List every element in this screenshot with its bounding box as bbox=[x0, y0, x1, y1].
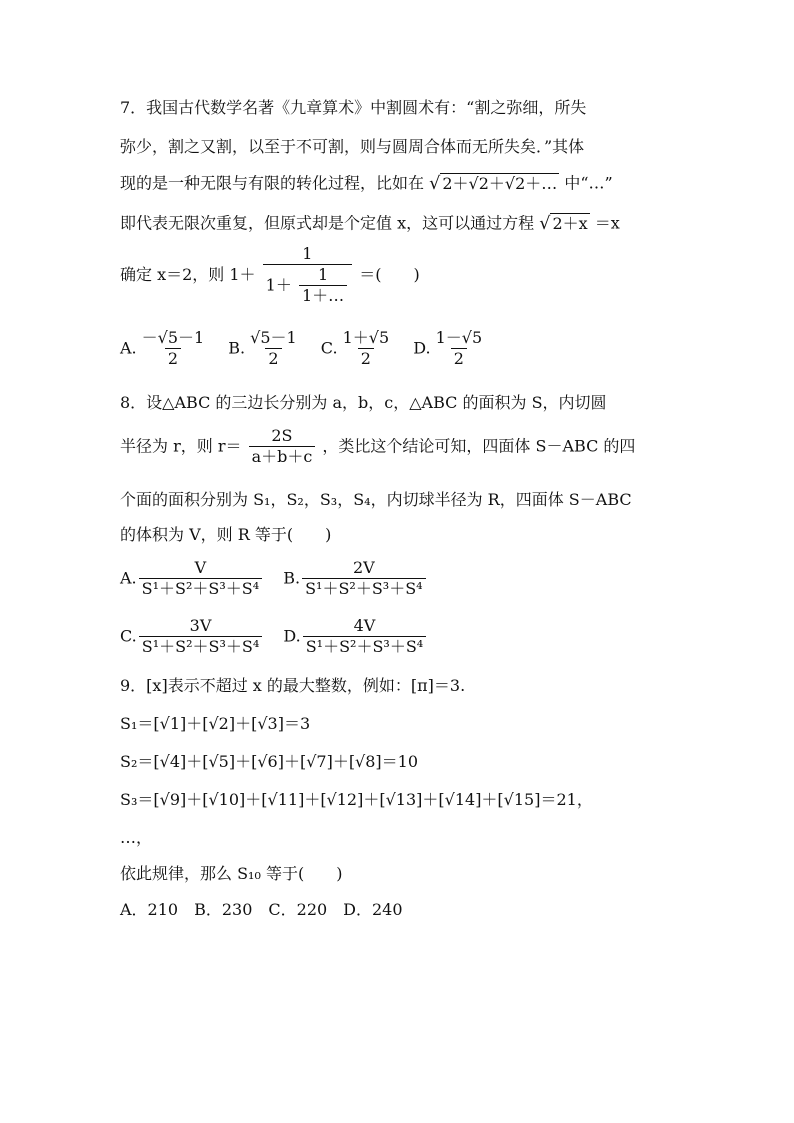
q9-answers[interactable]: A．210 B．230 C．220 D．240 bbox=[120, 900, 403, 919]
q7-cf-numerator: 1 bbox=[302, 244, 313, 263]
q8-option-c[interactable]: C. $\frac{3V}{\text{S¹＋S²＋S³＋S⁴}}$ bbox=[120, 618, 264, 655]
q8-inradius-fraction: $\frac{2S}{a+b+c}$ bbox=[249, 428, 316, 465]
q7-option-c[interactable]: C. $\frac{1+√5}{2}$ bbox=[320, 328, 390, 368]
q8-line-2-text: 半径为 r，则 r＝ bbox=[120, 436, 242, 456]
q9-s2: S₂＝[√4]＋[√5]＋[√6]＋[√7]＋[√8]＝10 bbox=[120, 752, 419, 771]
q7-line-3-text: 现的是一种无限与有限的转化过程，比如在 bbox=[120, 173, 425, 193]
q7-line-5 bbox=[120, 246, 420, 304]
q8-options-row-1 bbox=[120, 560, 442, 597]
q7-option-b[interactable]: B. $\frac{√5-1}{2}$ bbox=[228, 328, 297, 368]
q7-option-d[interactable]: D. $\frac{1-√5}{2}$ bbox=[413, 328, 483, 368]
q7-line-5-text: 确定 x＝2，则 1＋ bbox=[120, 265, 256, 284]
q7-equation-radical: √ 2＋x bbox=[539, 213, 588, 234]
q7-line-5-tail: ＝( ) bbox=[359, 265, 420, 284]
q8-options-row-2 bbox=[120, 618, 442, 655]
q7-nested-radical: √ 2＋√2＋√2＋… bbox=[429, 173, 558, 194]
q8-line-4: 的体积为 V，则 R 等于( ) bbox=[120, 525, 332, 544]
q7-line-4-tail: ＝x bbox=[594, 213, 620, 233]
q8-option-b[interactable]: B. $\frac{2V}{\text{S¹＋S²＋S³＋S⁴}}$ bbox=[283, 560, 427, 597]
q9-line-1: 9．[x]表示不超过 x 的最大整数，例如：[π]＝3. bbox=[120, 676, 466, 695]
q7-cf-denominator: 1＋ $\frac{1}{1+\dots}$ bbox=[263, 264, 352, 304]
q8-line-1: 8．设△ABC 的三边长分别为 a，b，c，△ABC 的面积为 S，内切圆 bbox=[120, 393, 607, 412]
q7-cf-inner-fraction: $\frac{1}{1+\dots}$ bbox=[299, 267, 347, 304]
q7-line-3 bbox=[120, 173, 613, 193]
q9-s3: S₃＝[√9]＋[√10]＋[√11]＋[√12]＋[√13]＋[√14]＋[√15]＝21， bbox=[120, 790, 593, 809]
q7-continued-fraction bbox=[263, 246, 352, 304]
q7-options bbox=[120, 330, 501, 367]
q7-option-a[interactable]: A. $\frac{-√5-1}{2}$ bbox=[120, 328, 205, 368]
q9-ellipsis: …， bbox=[120, 828, 153, 847]
q8-option-a[interactable]: A. $\frac{V}{\text{S¹＋S²＋S³＋S⁴}}$ bbox=[120, 560, 264, 597]
q7-line-1: 7．我国古代数学名著《九章算术》中割圆术有：“割之弥细，所失 bbox=[120, 98, 587, 117]
q8-line-3: 个面的面积分别为 S₁，S₂，S₃，S₄，内切球半径为 R，四面体 S－ABC bbox=[120, 490, 632, 509]
q7-line-2: 弥少，割之又割，以至于不可割，则与圆周合体而无所失矣．”其体 bbox=[120, 137, 585, 156]
q8-option-d[interactable]: D. $\frac{4V}{\text{S¹＋S²＋S³＋S⁴}}$ bbox=[283, 618, 428, 655]
q7-line-4-text: 即代表无限次重复，但原式却是个定值 x，这可以通过方程 bbox=[120, 213, 535, 233]
q9-rule: 依此规律，那么 S₁₀ 等于( ) bbox=[120, 864, 343, 883]
q8-line-2 bbox=[120, 428, 635, 465]
q9-s1: S₁＝[√1]＋[√2]＋[√3]＝3 bbox=[120, 714, 311, 733]
q7-line-3-tail: 中“…” bbox=[564, 173, 613, 193]
q8-line-2-tail: ，类比这个结论可知，四面体 S－ABC 的四 bbox=[322, 436, 636, 456]
q7-line-4 bbox=[120, 213, 620, 233]
